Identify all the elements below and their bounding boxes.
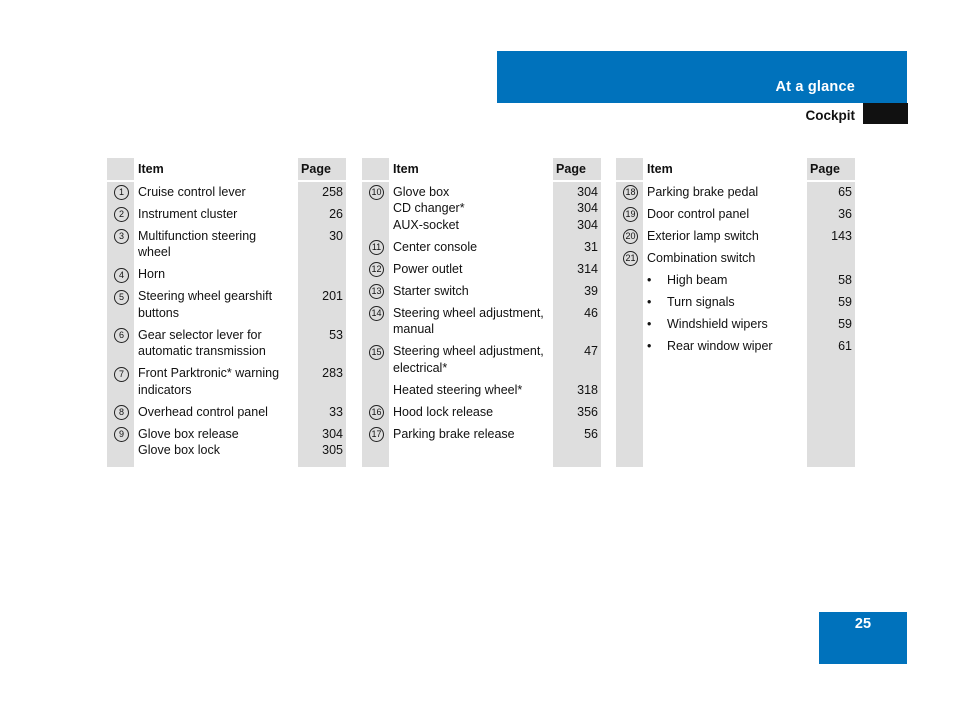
item-line: Steering wheel adjustment, bbox=[393, 305, 544, 320]
page-reference bbox=[577, 404, 598, 421]
item-line: Heated steering wheel* bbox=[393, 382, 523, 397]
page-ref-value: 356 bbox=[577, 404, 598, 419]
page-ref-value: 56 bbox=[584, 426, 598, 441]
item-line: Horn bbox=[138, 267, 166, 281]
table-row bbox=[362, 380, 601, 402]
item-label bbox=[138, 327, 294, 360]
table-rows bbox=[107, 182, 346, 463]
page-ref-value: 59 bbox=[838, 316, 852, 331]
item-number-badge: 17 bbox=[369, 427, 384, 442]
page-ref-value: 31 bbox=[584, 239, 598, 254]
item-number-badge: 11 bbox=[369, 240, 384, 255]
header-title: At a glance bbox=[775, 79, 855, 95]
page-reference bbox=[577, 382, 598, 399]
table-row bbox=[616, 204, 855, 226]
item-line: Glove box lock bbox=[138, 443, 220, 457]
table-row bbox=[362, 424, 601, 446]
item-label bbox=[138, 288, 294, 321]
item-line: electrical* bbox=[393, 360, 448, 375]
item-label bbox=[393, 283, 549, 300]
table-row bbox=[616, 314, 855, 336]
table-rows bbox=[362, 182, 601, 446]
item-label bbox=[393, 261, 549, 278]
page-ref-value: 304 bbox=[322, 426, 343, 441]
table-row bbox=[616, 182, 855, 204]
item-label bbox=[393, 404, 549, 421]
page-ref-value: 304 bbox=[577, 201, 598, 215]
item-line: Front Parktronic* warning bbox=[138, 366, 280, 380]
page-ref-value: 304 bbox=[577, 184, 598, 199]
table-row bbox=[107, 204, 346, 226]
item-label bbox=[138, 426, 294, 459]
item-number-badge: 10 bbox=[369, 185, 384, 200]
item-number-badge: 13 bbox=[369, 284, 384, 299]
item-label bbox=[138, 266, 294, 283]
item-label bbox=[138, 206, 294, 223]
item-number-badge: 20 bbox=[623, 229, 638, 244]
item-number-badge: 8 bbox=[114, 405, 129, 420]
item-number-badge: 16 bbox=[369, 405, 384, 420]
item-number-badge: 12 bbox=[369, 262, 384, 277]
item-line: Instrument cluster bbox=[138, 206, 238, 221]
item-line: indicators bbox=[138, 382, 192, 397]
page-header: Page bbox=[556, 162, 586, 176]
item-label bbox=[647, 206, 803, 223]
item-header: Item bbox=[393, 162, 419, 176]
item-line: AUX-socket bbox=[393, 217, 459, 232]
page-reference bbox=[838, 206, 852, 223]
page-ref-value: 258 bbox=[322, 184, 343, 199]
table-row bbox=[107, 402, 346, 424]
page-ref-value: 314 bbox=[577, 261, 598, 276]
page-reference bbox=[838, 316, 852, 333]
item-line: Rear window wiper bbox=[667, 338, 773, 353]
page-ref-value: 65 bbox=[838, 184, 852, 199]
page-header: Page bbox=[301, 162, 331, 176]
item-line: Glove box release bbox=[138, 426, 239, 441]
item-table-1 bbox=[107, 158, 346, 467]
table-row bbox=[362, 402, 601, 424]
table-row bbox=[107, 287, 346, 326]
table-row bbox=[362, 303, 601, 342]
page-reference bbox=[322, 288, 343, 305]
page-reference bbox=[831, 228, 852, 245]
item-line: Steering wheel adjustment, bbox=[393, 344, 544, 358]
table-row bbox=[616, 292, 855, 314]
item-number-badge: 6 bbox=[114, 328, 129, 343]
item-line: Overhead control panel bbox=[138, 404, 268, 419]
page-reference bbox=[329, 206, 343, 223]
item-number-badge: 7 bbox=[114, 367, 129, 382]
page-ref-value: 36 bbox=[838, 206, 852, 221]
page-reference bbox=[329, 327, 343, 344]
item-label bbox=[647, 228, 803, 245]
item-line: Exterior lamp switch bbox=[647, 228, 759, 243]
item-line: Gear selector lever for bbox=[138, 327, 262, 342]
item-label bbox=[393, 343, 549, 376]
page-reference bbox=[322, 184, 343, 201]
page-reference bbox=[584, 239, 598, 256]
page-reference bbox=[329, 404, 343, 421]
bullet-marker: • bbox=[647, 316, 652, 331]
page-reference bbox=[584, 426, 598, 443]
item-line: buttons bbox=[138, 305, 180, 320]
bullet-marker: • bbox=[647, 272, 652, 287]
page-ref-value: 304 bbox=[577, 217, 598, 232]
bullet-marker: • bbox=[647, 338, 652, 353]
table-row bbox=[107, 424, 346, 463]
page-reference bbox=[584, 343, 598, 360]
table-row bbox=[362, 281, 601, 303]
page-ref-value: 33 bbox=[329, 404, 343, 419]
item-label bbox=[393, 239, 549, 256]
table-row bbox=[616, 226, 855, 248]
table-rows bbox=[616, 182, 855, 358]
item-line: High beam bbox=[667, 272, 728, 287]
item-line: Glove box bbox=[393, 184, 450, 199]
item-header: Item bbox=[647, 162, 673, 176]
page-ref-value: 283 bbox=[322, 366, 343, 380]
section-tab-marker bbox=[863, 103, 908, 124]
bullet-marker: • bbox=[647, 294, 652, 309]
item-label bbox=[393, 426, 549, 443]
item-label bbox=[647, 272, 855, 289]
page-reference bbox=[577, 184, 598, 234]
page-ref-value: 318 bbox=[577, 382, 598, 397]
item-line: Hood lock release bbox=[393, 404, 494, 419]
page-ref-value: 53 bbox=[329, 327, 343, 342]
item-line: automatic transmission bbox=[138, 344, 266, 358]
page-ref-value: 59 bbox=[838, 294, 852, 309]
table-row bbox=[616, 270, 855, 292]
item-line: Parking brake release bbox=[393, 426, 515, 441]
page-reference bbox=[838, 272, 852, 289]
item-line: Combination switch bbox=[647, 250, 756, 265]
page-ref-value: 30 bbox=[329, 228, 343, 243]
item-number-badge: 9 bbox=[114, 427, 129, 442]
page-ref-value: 58 bbox=[838, 272, 852, 287]
item-number-badge: 1 bbox=[114, 185, 129, 200]
page-reference bbox=[584, 305, 598, 322]
page-reference bbox=[584, 283, 598, 300]
table-header bbox=[362, 158, 601, 180]
item-line: Parking brake pedal bbox=[647, 184, 759, 199]
item-table-3 bbox=[616, 158, 855, 467]
item-number-badge: 19 bbox=[623, 207, 638, 222]
table-row bbox=[616, 248, 855, 270]
item-label bbox=[138, 404, 294, 421]
item-line: Cruise control lever bbox=[138, 184, 246, 199]
page-reference bbox=[838, 294, 852, 311]
table-row bbox=[107, 182, 346, 204]
item-line: Windshield wipers bbox=[667, 316, 768, 331]
page-ref-value: 47 bbox=[584, 344, 598, 358]
table-row bbox=[362, 342, 601, 381]
item-number-badge: 2 bbox=[114, 207, 129, 222]
item-label bbox=[138, 184, 294, 201]
table-row bbox=[107, 364, 346, 403]
page-ref-value: 39 bbox=[584, 283, 598, 298]
table-row bbox=[107, 265, 346, 287]
item-line: Door control panel bbox=[647, 206, 750, 221]
item-label bbox=[393, 382, 549, 399]
page-ref-value: 143 bbox=[831, 228, 852, 243]
item-label bbox=[138, 365, 294, 398]
item-label bbox=[393, 305, 549, 338]
table-row bbox=[107, 226, 346, 265]
page-reference bbox=[329, 228, 343, 245]
item-header: Item bbox=[138, 162, 164, 176]
item-number-badge: 4 bbox=[114, 268, 129, 283]
page-number: 25 bbox=[854, 616, 872, 632]
page-ref-value: 61 bbox=[838, 338, 852, 353]
section-label: Cockpit bbox=[805, 108, 855, 123]
item-label bbox=[647, 184, 803, 201]
item-line: Center console bbox=[393, 239, 478, 254]
item-label bbox=[647, 250, 803, 267]
page-reference bbox=[322, 365, 343, 382]
page-ref-value: 26 bbox=[329, 206, 343, 221]
item-label bbox=[647, 316, 855, 333]
item-number-badge: 3 bbox=[114, 229, 129, 244]
table-header bbox=[107, 158, 346, 180]
item-number-badge: 18 bbox=[623, 185, 638, 200]
page-reference bbox=[322, 426, 343, 459]
table-row bbox=[362, 237, 601, 259]
page-reference bbox=[838, 184, 852, 201]
page-header: Page bbox=[810, 162, 840, 176]
table-row bbox=[616, 336, 855, 358]
item-line: CD changer* bbox=[393, 201, 465, 215]
page-reference bbox=[838, 338, 852, 355]
item-number-badge: 5 bbox=[114, 290, 129, 305]
item-number-badge: 14 bbox=[369, 306, 384, 321]
item-line: Turn signals bbox=[667, 294, 735, 309]
item-label bbox=[647, 294, 855, 311]
item-label bbox=[393, 184, 549, 234]
item-line: Steering wheel gearshift bbox=[138, 289, 273, 303]
item-line: Multifunction steering bbox=[138, 228, 257, 243]
item-number-badge: 15 bbox=[369, 345, 384, 360]
page-reference bbox=[577, 261, 598, 278]
item-table-2 bbox=[362, 158, 601, 467]
header-band bbox=[497, 51, 907, 103]
page-number-box bbox=[819, 612, 907, 664]
table-row bbox=[107, 325, 346, 364]
table-row bbox=[362, 182, 601, 237]
item-number-badge: 21 bbox=[623, 251, 638, 266]
item-line: wheel bbox=[138, 245, 171, 259]
item-line: Starter switch bbox=[393, 283, 469, 298]
page-ref-value: 305 bbox=[322, 443, 343, 457]
table-row bbox=[362, 259, 601, 281]
page-ref-value: 46 bbox=[584, 305, 598, 320]
item-line: Power outlet bbox=[393, 261, 463, 276]
item-line: manual bbox=[393, 322, 434, 336]
page-ref-value: 201 bbox=[322, 289, 343, 303]
table-header bbox=[616, 158, 855, 180]
item-label bbox=[138, 228, 294, 261]
item-label bbox=[647, 338, 855, 355]
